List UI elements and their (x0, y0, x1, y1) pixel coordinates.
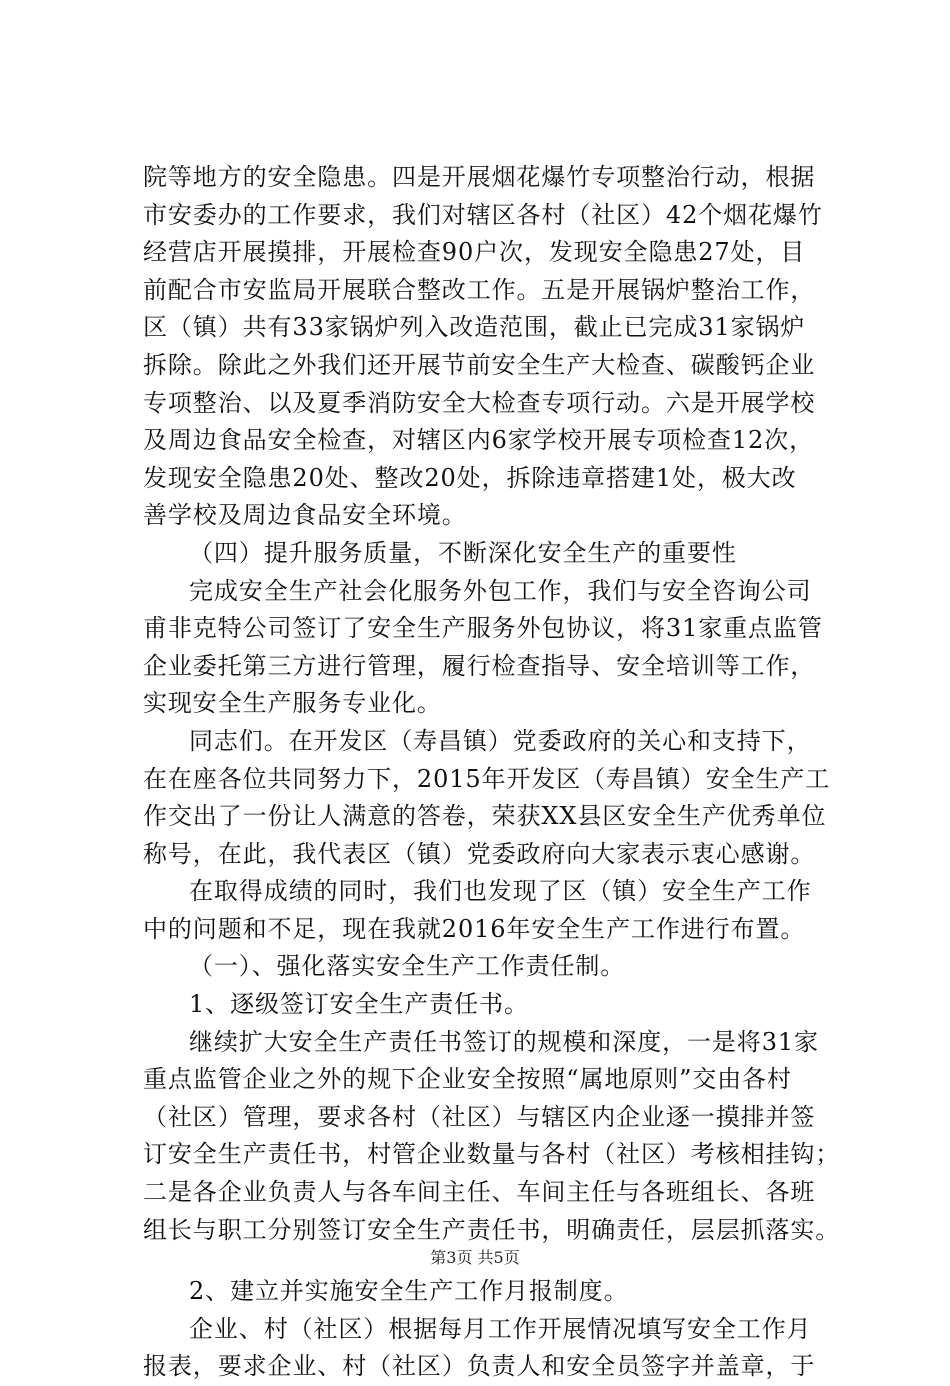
text-line: 善学校及周边食品安全环境。 (143, 501, 467, 530)
section-heading: （四）提升服务质量，不断深化安全生产的重要性 (189, 538, 737, 567)
text-line: 企业、村（社区）根据每月工作开展情况填写安全工作月 (189, 1314, 812, 1343)
text-line: 甫非克特公司签订了安全生产服务外包协议，将31家重点监管 (143, 614, 823, 643)
subsection-heading: 1、逐级签订安全生产责任书。 (189, 990, 529, 1019)
text-line: 称号，在此，我代表区（镇）党委政府向大家表示衷心感谢。 (143, 839, 816, 868)
text-line: 重点监管企业之外的规下企业安全按照“属地原则”交由各村 (143, 1065, 792, 1094)
page-number: 第3页 共5页 (430, 1248, 520, 1267)
page-footer (0, 1248, 950, 1268)
text-line: 院等地方的安全隐患。四是开展烟花爆竹专项整治行动，根据 (143, 163, 816, 191)
text-line: 作交出了一份让人满意的答卷，荣获XX县区安全生产优秀单位 (143, 802, 827, 831)
text-line: 完成安全生产社会化服务外包工作，我们与安全咨询公司 (189, 576, 812, 605)
text-line: 继续扩大安全生产责任书签订的规模和深度，一是将31家 (189, 1027, 819, 1056)
text-line: 在在座各位共同努力下，2015年开发区（寿昌镇）安全生产工 (143, 764, 831, 793)
text-line: 前配合市安监局开展联合整改工作。五是开展锅炉整治工作， (143, 275, 816, 304)
text-line: 企业委托第三方进行管理，履行检查指导、安全培训等工作， (143, 651, 816, 680)
text-line: 实现安全生产服务专业化。 (143, 689, 442, 718)
text-line: 市安委办的工作要求，我们对辖区各村（社区）42个烟花爆竹 (143, 200, 823, 229)
text-line: 同志们。在开发区（寿昌镇）党委政府的关心和支持下， (189, 726, 812, 755)
text-line: 区（镇）共有33家锅炉列入改造范围，截止已完成31家锅炉 (143, 313, 806, 342)
section-heading: （一）、强化落实安全生产工作责任制。 (189, 952, 626, 981)
text-line: 组长与职工分别签订安全生产责任书，明确责任，层层抓落实。 (143, 1215, 841, 1244)
text-line: 二是各企业负责人与各车间主任、车间主任与各班组长、各班 (143, 1178, 816, 1207)
text-line: 拆除。除此之外我们还开展节前安全生产大检查、碳酸钙企业 (143, 350, 816, 379)
text-line: 及周边食品安全检查，对辖区内6家学校开展专项检查12次， (143, 426, 815, 455)
text-line: 专项整治、以及夏季消防安全大检查专项行动。六是开展学校 (143, 388, 816, 417)
text-line: 发现安全隐患20处、整改20处，拆除违章搭建1处，极大改 (143, 463, 797, 492)
text-line: 报表，要求企业、村（社区）负责人和安全员签字并盖章，于 (143, 1352, 816, 1381)
text-line: （社区）管理，要求各村（社区）与辖区内企业逐一摸排并签 (143, 1102, 816, 1131)
subsection-heading: 2、建立并实施安全生产工作月报制度。 (189, 1277, 629, 1306)
document-body (143, 159, 841, 1386)
text-line: 订安全生产责任书，村管企业数量与各村（社区）考核相挂钩； (143, 1140, 841, 1169)
text-line: 在取得成绩的同时，我们也发现了区（镇）安全生产工作 (189, 877, 812, 906)
text-line: 中的问题和不足，现在我就2016年安全生产工作进行布置。 (143, 914, 806, 943)
text-line: 经营店开展摸排，开展检查90户次，发现安全隐患27处，目 (143, 238, 806, 267)
